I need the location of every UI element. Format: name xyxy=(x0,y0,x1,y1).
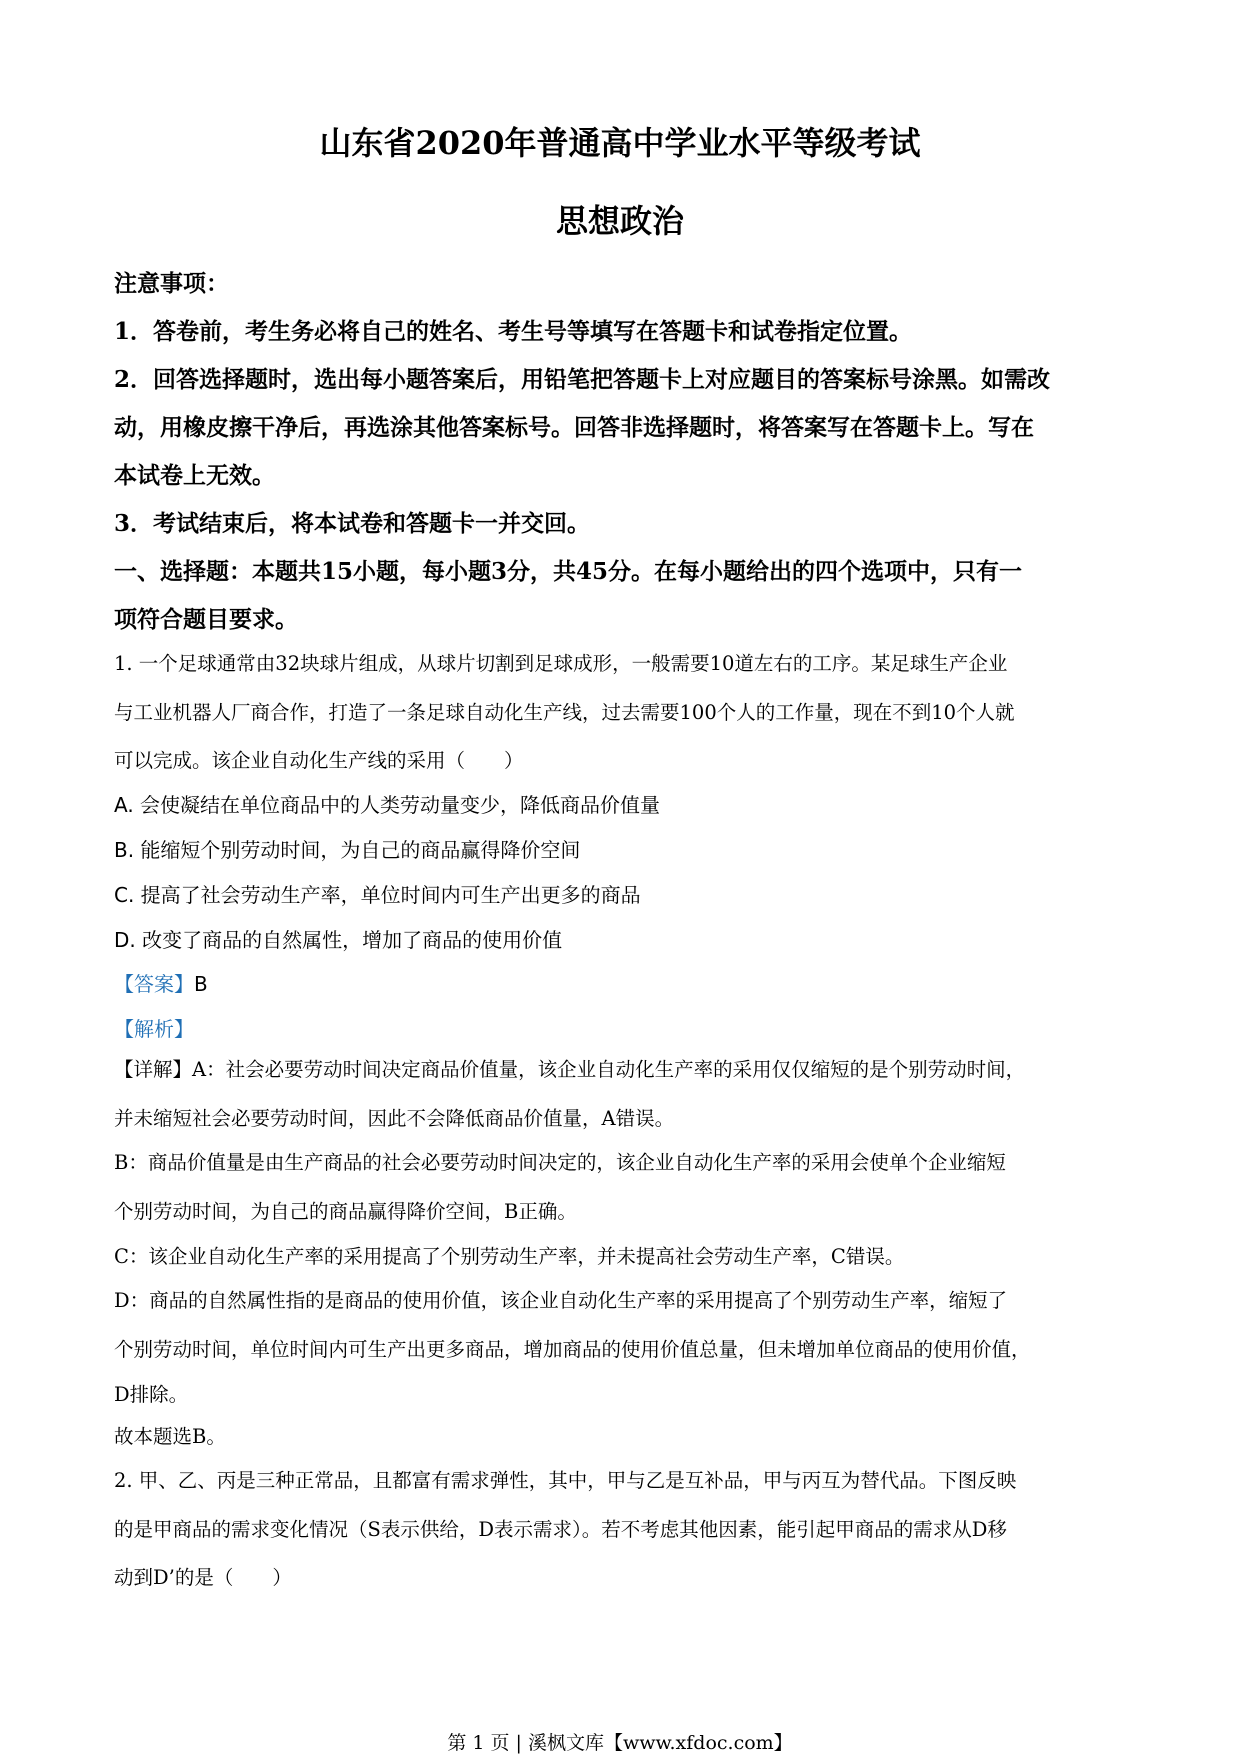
q1-detail-line-5: C：该企业自动化生产率的采用提高了个别劳动生产率，并未提高社会劳动生产率，C错误。 xyxy=(114,1245,905,1268)
notice-item-1: 1．答卷前，考生务必将自己的姓名、考生号等填写在答题卡和试卷指定位置。 xyxy=(114,318,913,345)
q1-detail-line-6: D：商品的自然属性指的是商品的使用价值，该企业自动化生产率的采用提高了个别劳动生产率，缩短了 xyxy=(114,1289,1008,1312)
exam-title: 山东省2020年普通高中学业水平等级考试 xyxy=(319,124,921,162)
q1-detail-line-8: D排除。 xyxy=(114,1383,189,1406)
q1-stem-line-1: 1. 一个足球通常由32块球片组成，从球片切割到足球成形，一般需要10道左右的工序。某足球生产企业 xyxy=(114,652,1008,675)
section-1-line-2: 项符合题目要求。 xyxy=(114,606,298,633)
q1-option-c: C. 提高了社会劳动生产率，单位时间内可生产出更多的商品 xyxy=(114,883,641,907)
q1-conclusion: 故本题选B。 xyxy=(114,1425,226,1448)
notice-heading: 注意事项： xyxy=(114,270,229,297)
q1-detail-line-4: 个别劳动时间，为自己的商品赢得降价空间，B正确。 xyxy=(114,1200,577,1223)
notice-item-3: 3．考试结束后，将本试卷和答题卡一并交回。 xyxy=(114,510,591,537)
section-1-line-1: 一、选择题：本题共15小题，每小题3分，共45分。在每小题给出的四个选项中，只有一 xyxy=(114,558,1023,585)
q1-option-b: B. 能缩短个别劳动时间，为自己的商品赢得降价空间 xyxy=(114,838,581,862)
q1-option-a: A. 会使凝结在单位商品中的人类劳动量变少，降低商品价值量 xyxy=(114,793,661,817)
subject-title: 思想政治 xyxy=(555,202,684,240)
q1-detail-line-7: 个别劳动时间，单位时间内可生产出更多商品，增加商品的使用价值总量，但未增加单位商品的使用价值， xyxy=(114,1338,1031,1361)
answer-value: B xyxy=(194,972,208,996)
q1-stem-line-2: 与工业机器人厂商合作，打造了一条足球自动化生产线，过去需要100个人的工作量，现在不到10个人就 xyxy=(114,701,1015,724)
notice-item-2-line-3: 本试卷上无效。 xyxy=(114,462,275,489)
answer-tag: 【答案】 xyxy=(114,972,194,996)
page-footer: 第 1 页 | 溪枫文库【www.xfdoc.com】 xyxy=(447,1732,793,1754)
q1-stem-line-3: 可以完成。该企业自动化生产线的采用（ ） xyxy=(114,749,524,772)
notice-item-2-line-1: 2．回答选择题时，选出每小题答案后，用铅笔把答题卡上对应题目的答案标号涂黑。如需改 xyxy=(114,366,1051,393)
q1-detail-line-3: B：商品价值量是由生产商品的社会必要劳动时间决定的，该企业自动化生产率的采用会使单个企业缩短 xyxy=(114,1151,1006,1174)
q1-detail-line-2: 并未缩短社会必要劳动时间，因此不会降低商品价值量，A错误。 xyxy=(114,1107,675,1130)
q1-option-d: D. 改变了商品的自然属性，增加了商品的使用价值 xyxy=(114,928,563,952)
q1-answer xyxy=(114,968,1134,997)
analysis-tag: 【解析】 xyxy=(114,1017,194,1041)
q2-stem-line-3: 动到D’的是（ ） xyxy=(114,1566,292,1589)
q2-stem-line-2: 的是甲商品的需求变化情况（S表示供给，D表示需求）。若不考虑其他因素，能引起甲商品的需求从D移 xyxy=(114,1518,1007,1541)
q2-stem-line-1: 2. 甲、乙、丙是三种正常品，且都富有需求弹性，其中，甲与乙是互补品，甲与丙互为替代品。下图反映 xyxy=(114,1469,1017,1492)
q1-detail-line-1: 【详解】A：社会必要劳动时间决定商品价值量，该企业自动化生产率的采用仅仅缩短的是个别劳动时间， xyxy=(114,1058,1026,1081)
notice-item-2-line-2: 动，用橡皮擦干净后，再选涂其他答案标号。回答非选择题时，将答案写在答题卡上。写在 xyxy=(114,414,1034,441)
